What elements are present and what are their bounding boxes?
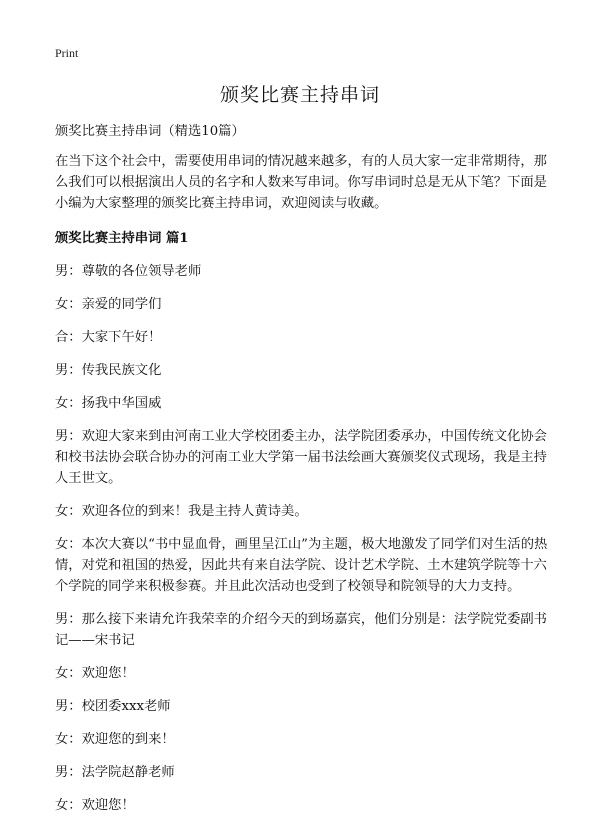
dialogue-line: 女：欢迎您的到来！ [55,732,175,747]
dialogue-line: 女：欢迎各位的到来！我是主持人黄诗美。 [55,504,308,519]
dialogue-line: 合：大家下午好！ [55,330,162,345]
dialogue-line: 男：校团委xxx老师 [55,699,171,714]
section-heading: 颁奖比赛主持串词 篇1 [55,231,189,246]
dialogue-line: 女：亲爱的同学们 [55,297,162,312]
dialogue-line: 男：传我民族文化 [55,363,162,378]
intro-paragraph: 在当下这个社会中，需要使用串词的情况越来越多，有的人员大家一定非常期待，那么我们可以根据演出人员的名字和人数来写串词。你写串词时总是无从下笔？下面是小编为大家整理的颁奖比赛主持串词，欢迎阅读与收藏。 [55,154,547,211]
dialogue-line: 男：尊敬的各位领导老师 [55,264,202,279]
dialogue-line: 男：欢迎大家来到由河南工业大学校团委主办，法学院团委承办，中国传统文化协会和校书法协会联合协办的河南工业大学第一届书法绘画大赛颁奖仪式现场，我是主持人王世文。 [55,429,547,486]
dialogue-line: 女：欢迎您！ [55,798,135,813]
dialogue-line: 女：本次大赛以“书中显血骨，画里呈江山”为主题，极大地激发了同学们对生活的热情，对党和祖国的热爱，因此共有来自法学院、设计艺术学院、土木建筑学院等十六个学院的同学来积极参赛。并且此次活动也受到了校领导和院领导的大力支持。 [55,537,548,594]
dialogue-line: 女：欢迎您！ [55,666,135,681]
print-link[interactable]: Print [55,46,79,60]
dialogue-line: 男：法学院赵静老师 [55,765,175,780]
dialogue-line: 女：扬我中华国威 [55,396,162,411]
dialogue-line: 男：那么接下来请允许我荣幸的介绍今天的到场嘉宾，他们分别是：法学院党委副书记——宋书记 [55,612,547,648]
document-title: 颁奖比赛主持串词 [219,84,380,106]
document-body [55,121,555,828]
document-subtitle: 颁奖比赛主持串词（精选10篇） [55,124,245,139]
